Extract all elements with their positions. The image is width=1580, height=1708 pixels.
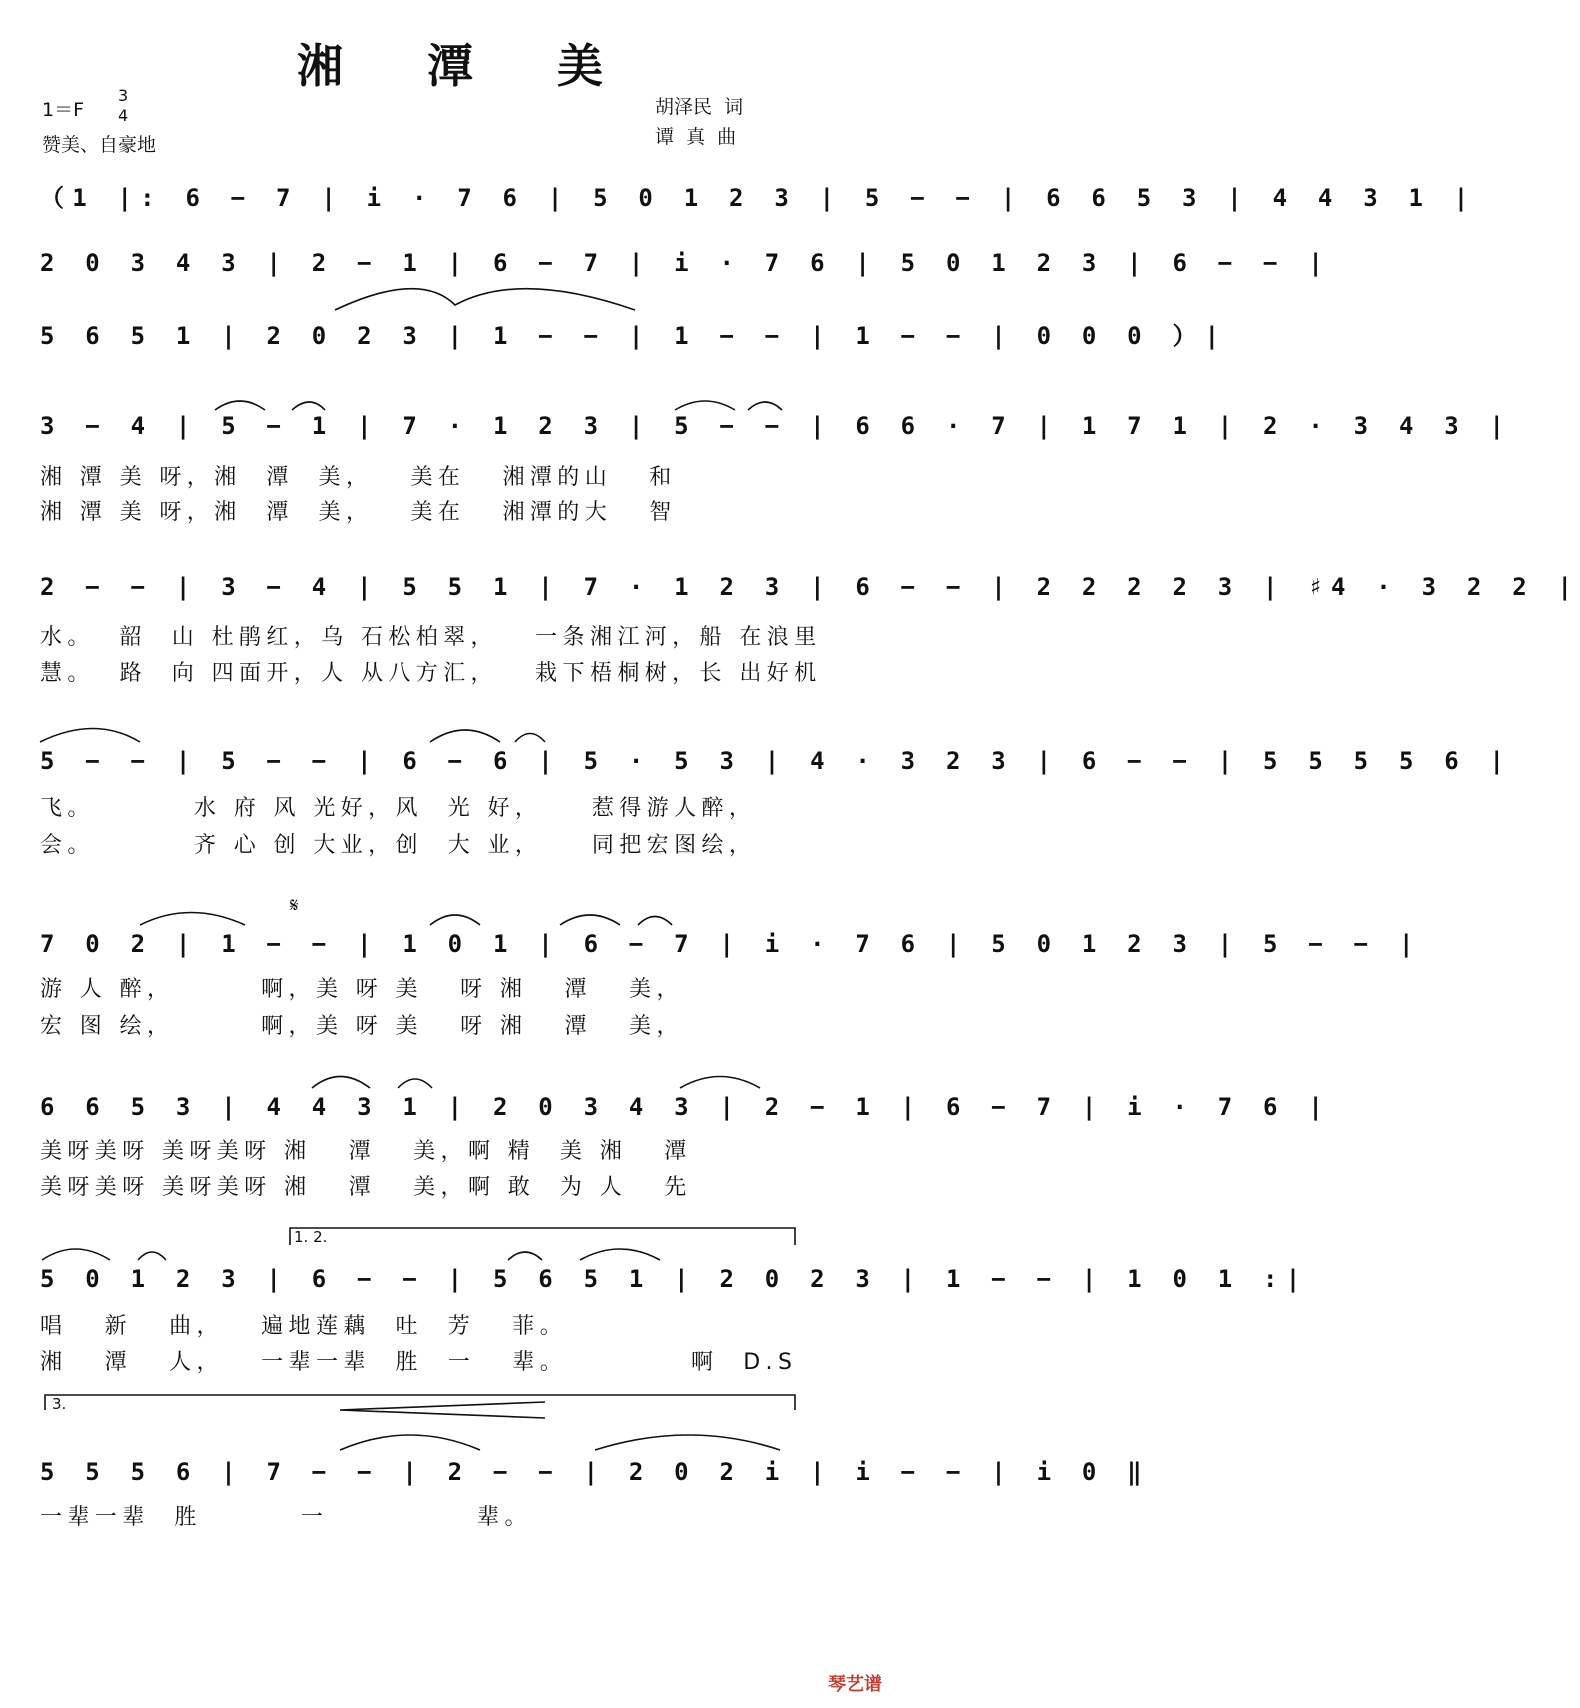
notation-line-10: 5 5 5 6 | 7 − − | 2 − − | 2 0 2 i | i − − | i 0 ‖ [40, 1458, 1150, 1486]
volta-bracket [45, 1395, 795, 1410]
notation-line-9: 5 0 1 2 3 | 6 − − | 5 6 5 1 | 2 0 2 3 | 1 − − | 1 0 1 :| [40, 1265, 1309, 1293]
slur-mark [680, 1077, 760, 1089]
composer-credit: 谭 真 曲 [655, 126, 737, 148]
slur-mark [748, 402, 782, 410]
notation-line-7: 7 0 2 | 1 − − | 1 0 1 | 6 − 7 | i · 7 6 | 5 0 1 2 3 | 5 − − | [40, 930, 1422, 958]
slur-mark [335, 289, 635, 310]
slur-mark [340, 1435, 480, 1450]
crescendo-mark [340, 1402, 545, 1418]
slur-mark [40, 729, 140, 743]
notation-line-8: 6 6 5 3 | 4 4 3 1 | 2 0 3 4 3 | 2 − 1 | 6 − 7 | i · 7 6 | [40, 1093, 1332, 1121]
notation-line-1: （1 |: 6 − 7 | i · 7 6 | 5 0 1 2 3 | 5 − − | 6 6 5 3 | 4 4 3 1 | [40, 184, 1477, 212]
lyrics-verse2-line-7: 宏 图 绘， 啊，美 呀 美 呀 湘 潭 美， [40, 1014, 684, 1039]
key-signature: 1＝F [42, 99, 85, 121]
volta-1-2-label: 1. 2. [294, 1228, 328, 1246]
time-signature-top: 3 [118, 86, 129, 105]
slur-mark [508, 1252, 542, 1260]
notation-line-3: 5 6 5 1 | 2 0 2 3 | 1 − − | 1 − − | 1 − − | 0 0 0 ）| [40, 322, 1228, 350]
slur-mark [42, 1249, 110, 1260]
slur-mark [595, 1435, 780, 1450]
slur-mark [398, 1079, 432, 1088]
notation-line-6: 5 − − | 5 − − | 6 − 6 | 5 · 5 3 | 4 · 3 2 3 | 6 − − | 5 5 5 5 6 | [40, 747, 1513, 775]
lyrics-verse1-line-9: 唱 新 曲， 遍地莲藕 吐 芳 菲。 [40, 1314, 568, 1339]
tempo-expression: 赞美、自豪地 [42, 134, 157, 156]
lyrics-verse1-line-7: 游 人 醉， 啊，美 呀 美 呀 湘 潭 美， [40, 977, 684, 1002]
slur-mark [140, 913, 245, 926]
lyrics-verse1-line-4: 湘 潭 美 呀，湘 潭 美， 美在 湘潭的山 和 [40, 465, 677, 490]
lyrics-verse2-line-5: 慧。 路 向 四面开，人 从八方汇， 栽下梧桐树，长 出好机 [40, 661, 822, 686]
slur-mark [215, 401, 265, 410]
lyrics-verse1-line-8: 美呀美呀 美呀美呀 湘 潭 美，啊 精 美 湘 潭 [40, 1139, 692, 1164]
slur-mark [430, 730, 500, 742]
slur-mark [560, 915, 620, 925]
slur-mark [430, 915, 480, 925]
volta-3-label: 3. [52, 1395, 67, 1413]
lyrics-verse1-line-6: 飞。 水 府 风 光好，风 光 好， 惹得游人醉， [40, 796, 757, 821]
lyrics-verse1-line-5: 水。 韶 山 杜鹃红，乌 石松柏翠， 一条湘江河，船 在浪里 [40, 625, 822, 650]
segno-sign: 𝄋 [290, 893, 299, 917]
volta-bracket [290, 1228, 795, 1245]
slur-mark [292, 402, 325, 410]
lyrics-verse2-line-9: 湘 潭 人， 一辈一辈 胜 一 辈。 啊 D.S [40, 1350, 798, 1375]
lyrics-verse2-line-8: 美呀美呀 美呀美呀 湘 潭 美，啊 敢 为 人 先 [40, 1175, 692, 1200]
notation-line-2: 2 0 3 4 3 | 2 − 1 | 6 − 7 | i · 7 6 | 5 0 1 2 3 | 6 − − | [40, 249, 1332, 277]
lyricist-credit: 胡泽民 词 [655, 96, 744, 118]
song-title: 湘 潭 美 [296, 39, 638, 93]
slur-mark [138, 1252, 166, 1260]
time-signature-bottom: 4 [118, 106, 129, 125]
notation-line-5: 2 − − | 3 − 4 | 5 5 1 | 7 · 1 2 3 | 6 − − | 2 2 2 2 3 | ♯4 · 3 2 2 | [40, 573, 1580, 601]
watermark-logo: 琴艺谱 [828, 1674, 882, 1695]
slur-mark [515, 734, 545, 743]
lyrics-verse2-line-6: 会。 齐 心 创 大业，创 大 业， 同把宏图绘， [40, 833, 757, 858]
slur-mark [638, 917, 672, 926]
lyrics-verse2-line-4: 湘 潭 美 呀，湘 潭 美， 美在 湘潭的大 智 [40, 500, 677, 525]
slur-mark [312, 1077, 370, 1089]
slur-mark [580, 1249, 660, 1260]
slur-mark [675, 401, 735, 410]
lyrics-verse1-line-10: 一辈一辈 胜 一 辈。 [40, 1505, 532, 1530]
notation-line-4: 3 − 4 | 5 − 1 | 7 · 1 2 3 | 5 − − | 6 6 · 7 | 1 7 1 | 2 · 3 4 3 | [40, 412, 1513, 440]
